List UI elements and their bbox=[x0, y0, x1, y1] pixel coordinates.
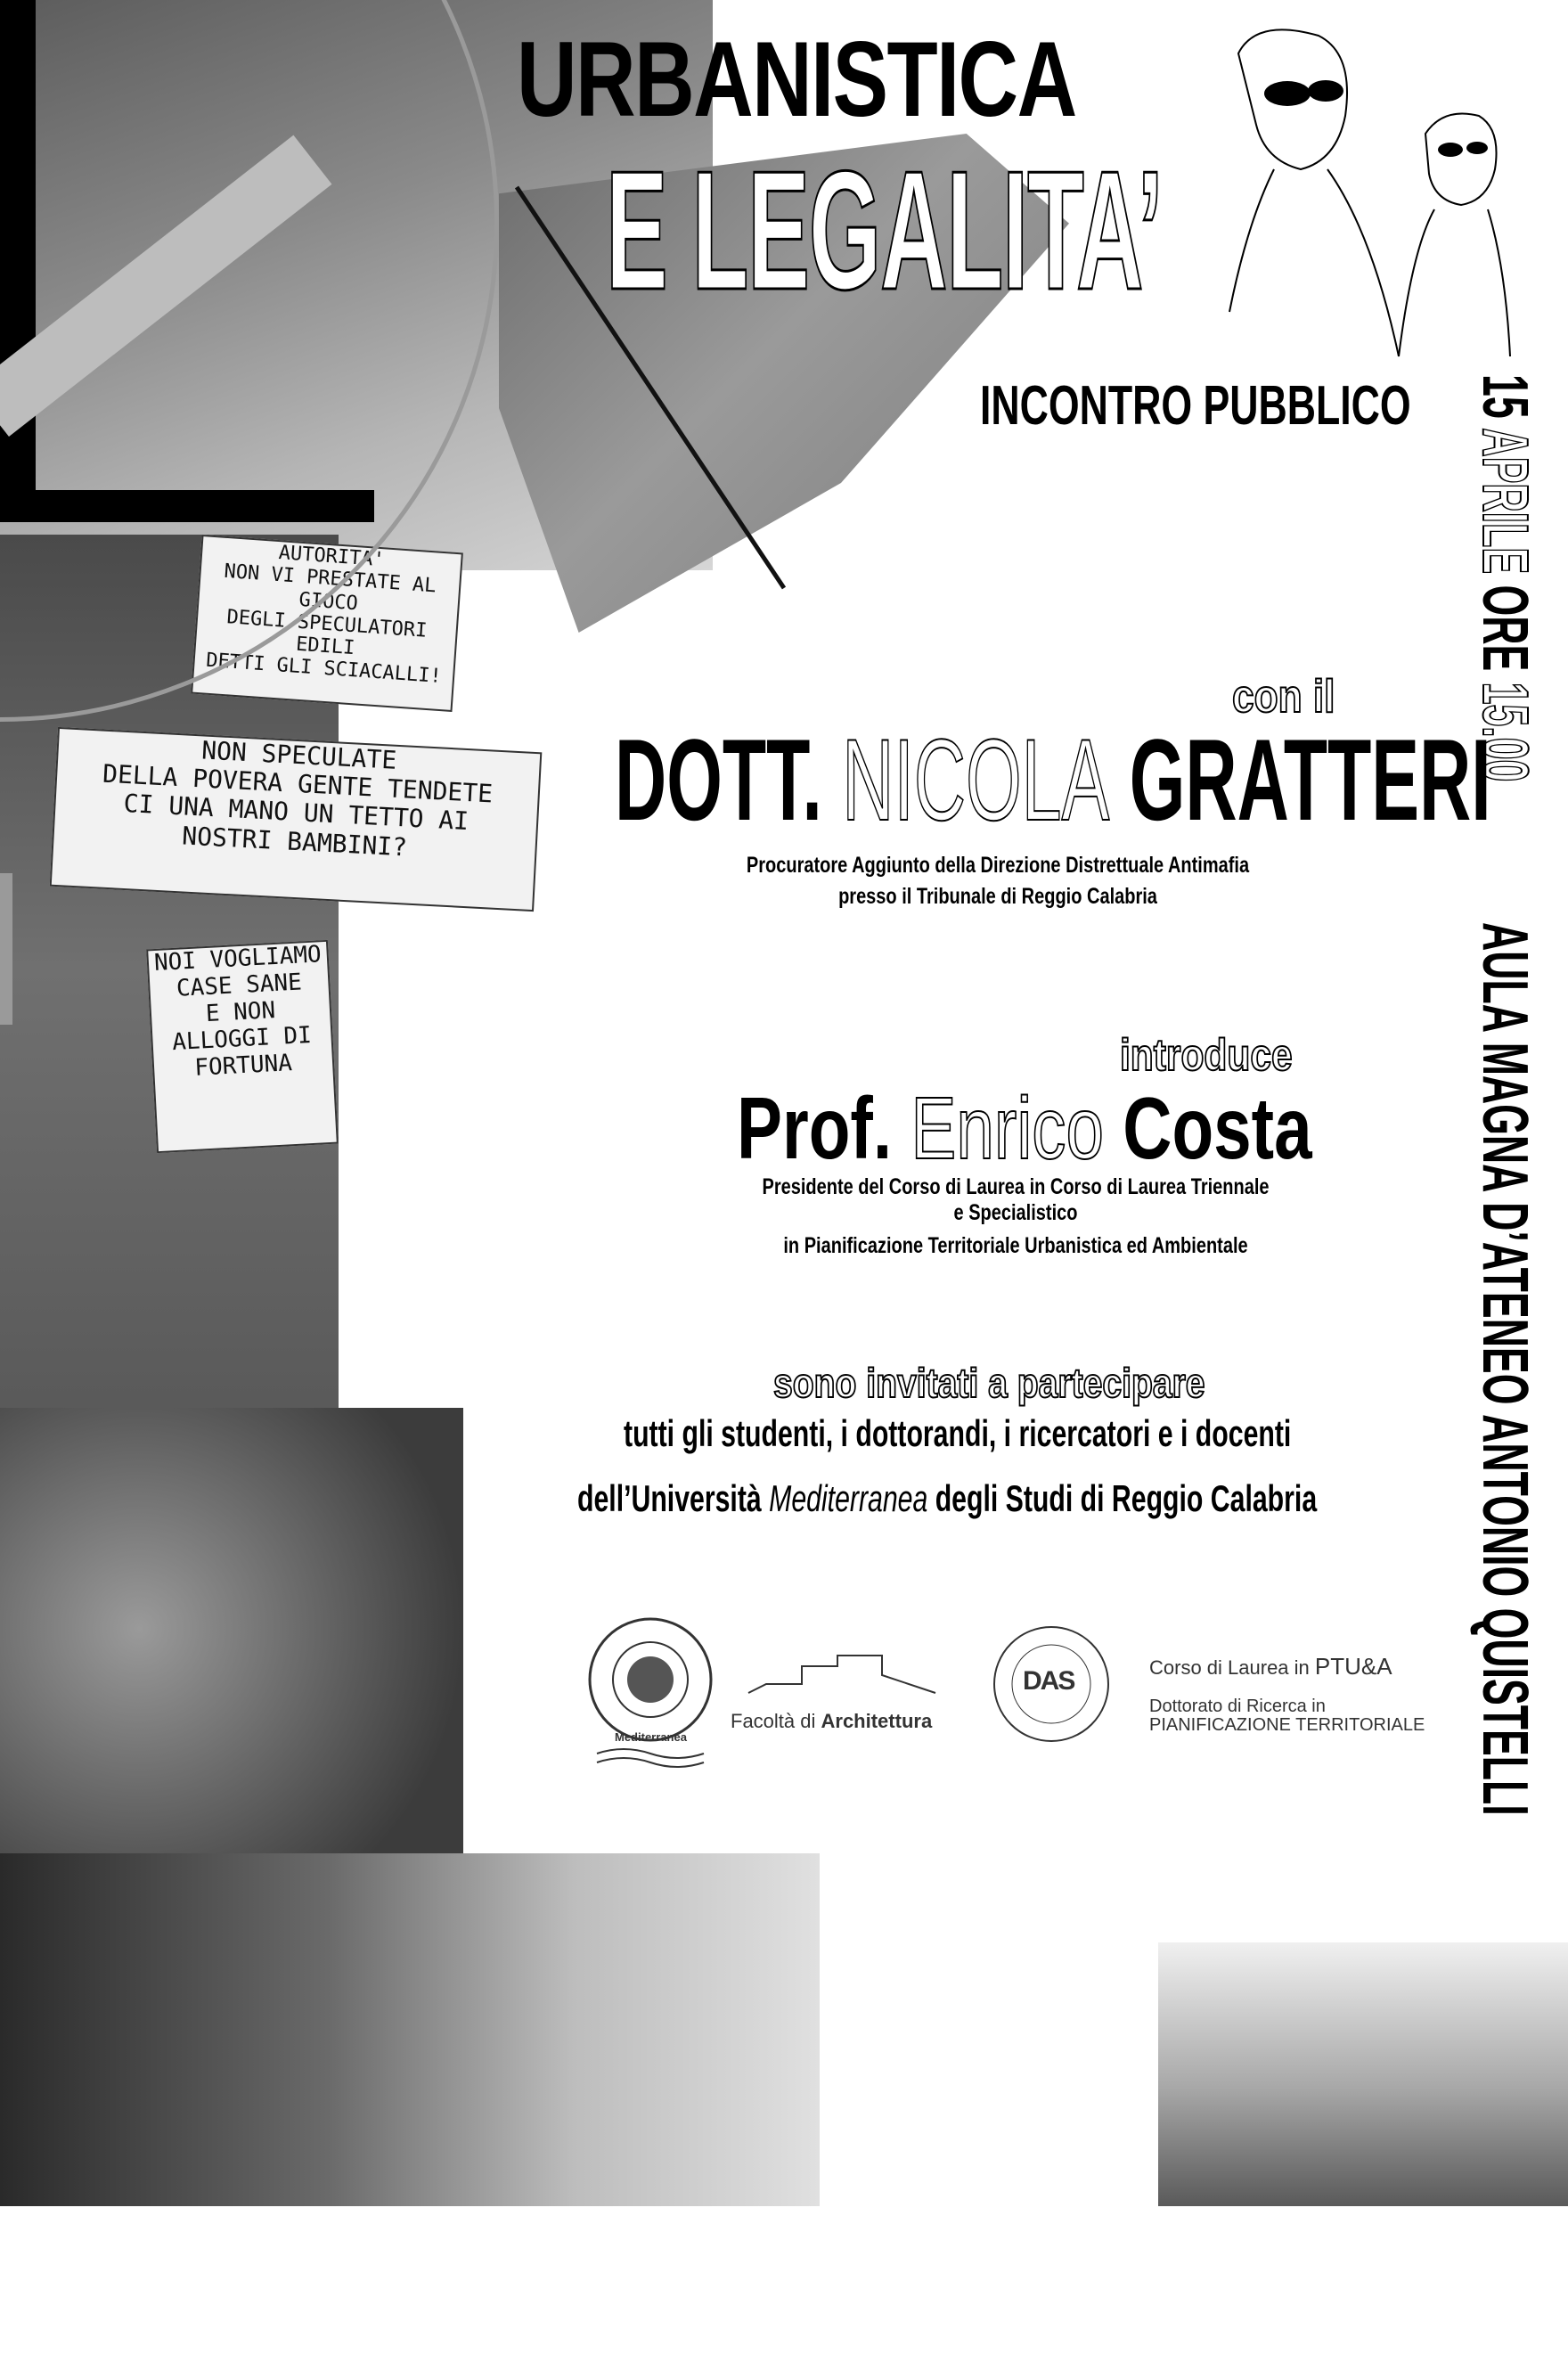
poster-title-line2 bbox=[606, 134, 1568, 328]
invitation-line3 bbox=[577, 1477, 1568, 1520]
course-prefix: Corso di Laurea in bbox=[1149, 1656, 1315, 1679]
university-logo bbox=[584, 1613, 717, 1773]
invitation-line1-text: sono invitati a partecipare bbox=[773, 1360, 1205, 1406]
invitation-line2-text: tutti gli studenti, i dottorandi, i ricercatori e i docenti bbox=[624, 1412, 1292, 1454]
faculty-logo bbox=[731, 1648, 953, 1738]
introducer-name bbox=[737, 1078, 1474, 1179]
invitation-line1 bbox=[773, 1359, 1281, 1407]
speaker-role-line1: Procuratore Aggiunto della Direzione Distrettuale Antimafia bbox=[746, 853, 1250, 878]
introducer-role bbox=[695, 1174, 1336, 1259]
invitation-line2 bbox=[624, 1412, 1551, 1455]
introduce-label bbox=[1120, 1029, 1323, 1081]
introducer-role-line2: in Pianificazione Territoriale Urbanistica ed Ambientale bbox=[783, 1233, 1248, 1258]
introduce-text: introduce bbox=[1120, 1030, 1293, 1080]
faculty-prefix: Facoltà di bbox=[731, 1710, 821, 1732]
introducer-role-line1: Presidente del Corso di Laurea in Corso di Laurea Triennale e Specialistico bbox=[762, 1174, 1270, 1225]
phd-line2: PIANIFICAZIONE TERRITORIALE bbox=[1149, 1715, 1425, 1735]
speaker-role-line2: presso il Tribunale di Reggio Calabria bbox=[838, 884, 1157, 909]
speaker-first-name: NICOLA bbox=[842, 715, 1110, 845]
clock-grey-left-bar bbox=[0, 873, 12, 1025]
poster-title-line1 bbox=[517, 18, 1234, 141]
speaker-last-name: GRATTERI bbox=[1109, 715, 1491, 845]
protest-banner-2: NON SPECULATE DELLA POVERA GENTE TENDETE CI UNA MANO UN TETTO AI NOSTRI BAMBINI? bbox=[50, 727, 543, 912]
faculty-logo-label bbox=[731, 1710, 953, 1733]
course-label bbox=[1149, 1653, 1392, 1680]
introducer-first-name: Enrico bbox=[911, 1079, 1105, 1177]
date-day: 15 bbox=[1469, 374, 1540, 429]
department-logo bbox=[989, 1622, 1114, 1746]
faculty-name: Architettura bbox=[821, 1710, 933, 1732]
speaker-role bbox=[677, 853, 1319, 910]
time-value: 15.00 bbox=[1469, 682, 1540, 782]
venue-text: AULA MAGNA D’ATENEO ANTONIO QUISTELLI bbox=[1469, 922, 1540, 1816]
course-name: PTU&A bbox=[1314, 1653, 1392, 1680]
faculty-building-icon bbox=[731, 1648, 953, 1702]
clock-black-bar-bottom bbox=[0, 490, 374, 522]
protest-banner-3: NOI VOGLIAMO CASE SANE E NON ALLOGGI DI FORTUNA bbox=[146, 940, 339, 1153]
invitation-line3-pre: dell’Università bbox=[577, 1477, 770, 1519]
speaker-title: DOTT. bbox=[615, 715, 843, 845]
invitation-university-name: Mediterranea bbox=[769, 1477, 928, 1519]
time-label: ORE bbox=[1469, 585, 1540, 683]
phd-label bbox=[1149, 1697, 1425, 1735]
protest-banner-1: AUTORITA' NON VI PRESTATE AL GIOCO DEGLI SPECULATORI EDILI DETTI GLI SCIACALLI! bbox=[191, 535, 463, 712]
phd-line1: Dottorato di Ricerca in bbox=[1149, 1697, 1326, 1716]
introducer-last-name: Costa bbox=[1104, 1079, 1312, 1177]
venue-vertical bbox=[1468, 922, 1541, 2363]
date-month: APRILE bbox=[1469, 428, 1540, 585]
invitation-line3-post: degli Studi di Reggio Calabria bbox=[927, 1477, 1318, 1519]
title-line2-text: E LEGALITA’ bbox=[606, 136, 1163, 325]
university-seal-icon bbox=[584, 1613, 717, 1773]
con-il-text: con il bbox=[1232, 671, 1335, 723]
department-mark: DAS bbox=[1023, 1666, 1074, 1696]
title-line1-text: URBANISTICA bbox=[517, 20, 1076, 139]
subtitle-text: INCONTRO PUBBLICO bbox=[980, 375, 1411, 437]
photo-men-arguing bbox=[0, 1853, 820, 2206]
speaker-name bbox=[615, 713, 1568, 846]
introducer-title: Prof. bbox=[737, 1079, 911, 1177]
university-logo-name: Mediterranea bbox=[615, 1730, 687, 1744]
